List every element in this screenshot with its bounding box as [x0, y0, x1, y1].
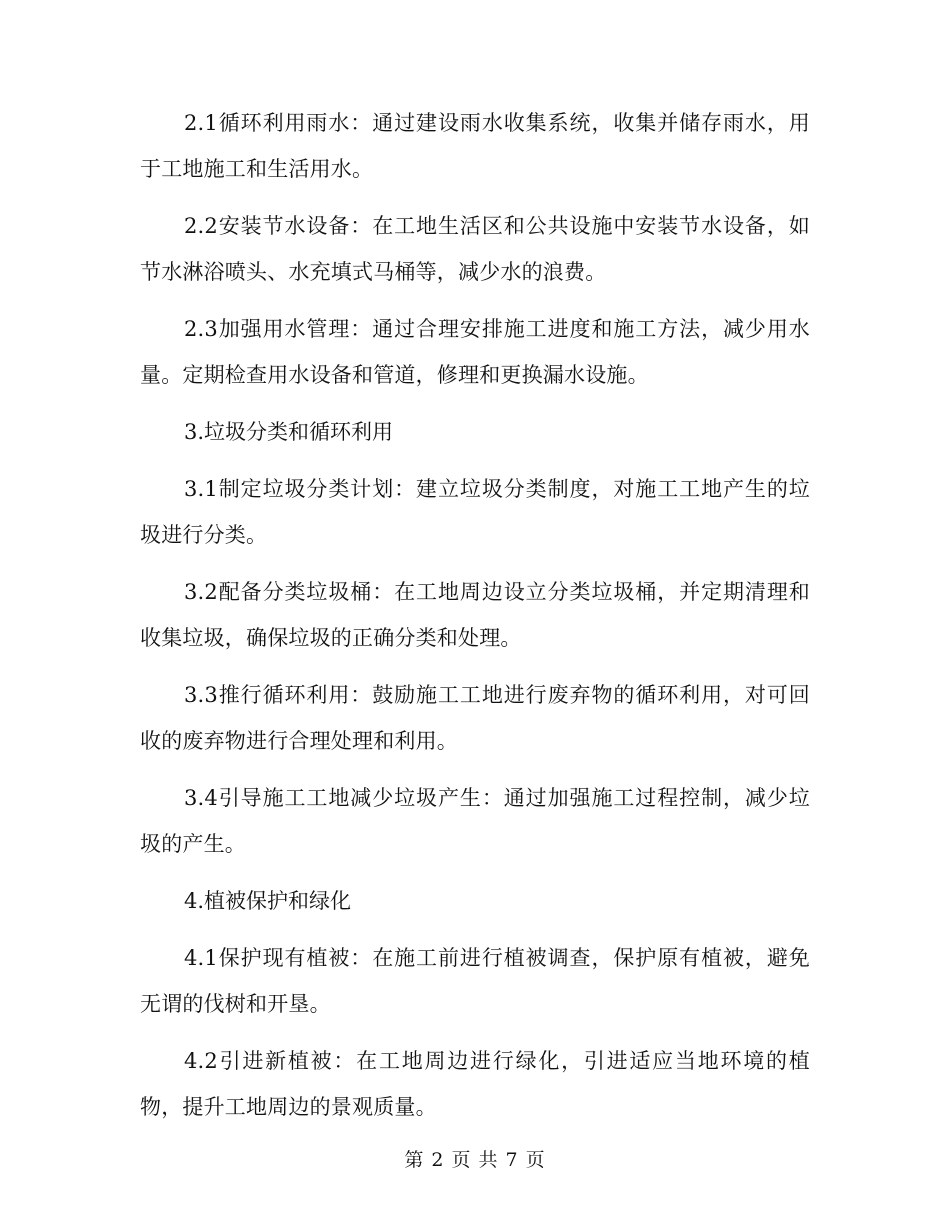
paragraph-water-management: 2.3加强用水管理：通过合理安排施工进度和施工方法，减少用水量。定期检查用水设备和管道，修理和更换漏水设施。 [140, 317, 810, 387]
paragraph-sorting-bins: 3.2配备分类垃圾桶：在工地周边设立分类垃圾桶，并定期清理和收集垃圾，确保垃圾的正确分类和处理。 [140, 580, 810, 650]
paragraph-waste-reduction: 3.4引导施工工地减少垃圾产生：通过加强施工过程控制，减少垃圾的产生。 [140, 786, 810, 856]
paragraph-protect-vegetation: 4.1保护现有植被：在施工前进行植被调查，保护原有植被，避免无谓的伐树和开垦。 [140, 946, 810, 1016]
paragraph-waste-sorting-plan: 3.1制定垃圾分类计划：建立垃圾分类制度，对施工工地产生的垃圾进行分类。 [140, 477, 810, 547]
section-heading-waste-sorting: 3.垃圾分类和循环利用 [184, 420, 394, 444]
paragraph-new-vegetation: 4.2引进新植被：在工地周边进行绿化，引进适应当地环境的植物，提升工地周边的景观质量。 [140, 1049, 810, 1119]
paragraph-water-saving-devices: 2.2安装节水设备：在工地生活区和公共设施中安装节水设备，如节水淋浴喷头、水充填式马桶等，减少水的浪费。 [140, 214, 810, 284]
section-heading-vegetation: 4.植被保护和绿化 [184, 889, 352, 913]
document-body [140, 100, 810, 1141]
page-number-footer: 第 2 页 共 7 页 [404, 1149, 546, 1171]
paragraph-rainwater-recycling: 2.1循环利用雨水：通过建设雨水收集系统，收集并储存雨水，用于工地施工和生活用水。 [140, 111, 810, 181]
paragraph-recycling: 3.3推行循环利用：鼓励施工工地进行废弃物的循环利用，对可回收的废弃物进行合理处理和利用。 [140, 683, 810, 753]
